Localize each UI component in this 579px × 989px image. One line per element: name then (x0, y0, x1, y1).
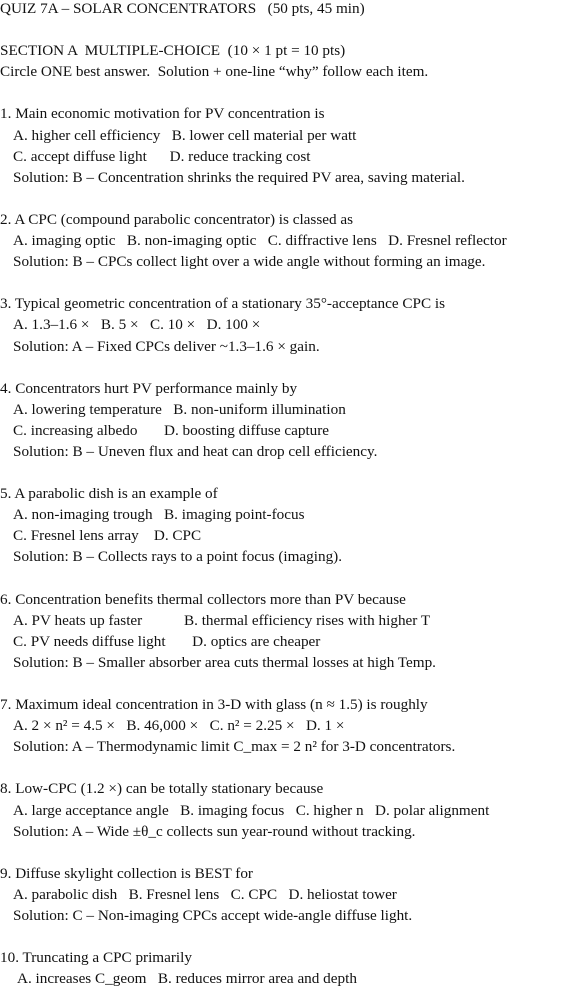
question-item (0, 293, 579, 377)
spacer (0, 673, 579, 694)
spacer (0, 462, 579, 483)
answer-options: A. increases C_geom B. reduces mirror area and depth (17, 970, 357, 988)
spacer (0, 188, 579, 209)
answer-options: C. PV needs diffuse light D. optics are cheaper (13, 632, 321, 650)
question-stem: 10. Truncating a CPC primarily (0, 949, 192, 967)
answer-options: C. accept diffuse light D. reduce tracking cost (13, 147, 311, 165)
question-item (0, 209, 579, 293)
question-item (0, 483, 579, 588)
question-stem: 8. Low-CPC (1.2 ×) can be totally stationary because (0, 780, 324, 798)
question-stem: 7. Maximum ideal concentration in 3-D with glass (n ≈ 1.5) is roughly (0, 696, 428, 714)
solution-line: Solution: C – Non-imaging CPCs accept wide-angle diffuse light. (13, 907, 413, 925)
spacer (0, 19, 579, 40)
answer-options: A. lowering temperature B. non-uniform illumination (13, 400, 346, 418)
section-instructions: Circle ONE best answer. Solution + one-line “why” follow each item. (0, 63, 429, 81)
spacer (0, 757, 579, 778)
solution-line: Solution: A – Thermodynamic limit C_max = 2 n² for 3-D concentrators. (13, 738, 456, 756)
answer-options: A. 2 × n² = 4.5 × B. 46,000 × C. n² = 2.25 × D. 1 × (13, 717, 345, 735)
question-stem: 2. A CPC (compound parabolic concentrator) is classed as (0, 210, 354, 228)
section-heading: SECTION A MULTIPLE-CHOICE (10 × 1 pt = 10 pts) (0, 42, 346, 60)
solution-line: Solution: A – Fixed CPCs deliver ~1.3–1.6 × gain. (13, 337, 320, 355)
solution-line: Solution: B – Uneven flux and heat can drop cell efficiency. (13, 442, 378, 460)
solution-line: Solution: B – Collects rays to a point focus (imaging). (13, 548, 343, 566)
question-stem: 4. Concentrators hurt PV performance mainly by (0, 379, 298, 397)
spacer (0, 842, 579, 863)
answer-options: C. increasing albedo D. boosting diffuse capture (13, 421, 330, 439)
answer-options: C. Fresnel lens array D. CPC (13, 527, 202, 545)
answer-options: A. non-imaging trough B. imaging point-focus (13, 506, 305, 524)
question-item (0, 778, 579, 862)
spacer (0, 926, 579, 947)
question-item (0, 103, 579, 208)
question-stem: 3. Typical geometric concentration of a stationary 35°-acceptance CPC is (0, 295, 446, 313)
solution-line: Solution: B – Smaller absorber area cuts thermal losses at high Temp. (13, 653, 436, 671)
spacer (0, 272, 579, 293)
answer-options: A. PV heats up faster B. thermal efficiency rises with higher T (13, 611, 431, 629)
solution-line: Solution: B – CPCs collect light over a wide angle without forming an image. (13, 253, 486, 271)
spacer (0, 82, 579, 103)
solution-line: Solution: B – Concentration shrinks the required PV area, saving material. (13, 168, 465, 186)
answer-options: A. large acceptance angle B. imaging focus C. higher n D. polar alignment (13, 801, 490, 819)
question-stem: 5. A parabolic dish is an example of (0, 485, 218, 503)
spacer (0, 357, 579, 378)
solution-line: Solution: A – Wide ±θ_c collects sun year-round without tracking. (13, 822, 416, 840)
question-stem: 6. Concentration benefits thermal collectors more than PV because (0, 590, 406, 608)
question-list (0, 103, 579, 989)
spacer (0, 568, 579, 589)
answer-options: A. 1.3–1.6 × B. 5 × C. 10 × D. 100 × (13, 316, 261, 334)
question-item (0, 947, 579, 989)
answer-options: A. imaging optic B. non-imaging optic C. diffractive lens D. Fresnel reflector (13, 232, 507, 250)
answer-options: A. higher cell efficiency B. lower cell material per watt (13, 126, 357, 144)
question-item (0, 694, 579, 778)
question-item (0, 863, 579, 947)
quiz-title: QUIZ 7A – SOLAR CONCENTRATORS (50 pts, 45 min) (0, 0, 365, 17)
question-stem: 9. Diffuse skylight collection is BEST for (0, 864, 253, 882)
question-item (0, 589, 579, 694)
answer-options: A. parabolic dish B. Fresnel lens C. CPC D. heliostat tower (13, 885, 397, 903)
question-item (0, 378, 579, 483)
question-stem: 1. Main economic motivation for PV concentration is (0, 105, 325, 123)
